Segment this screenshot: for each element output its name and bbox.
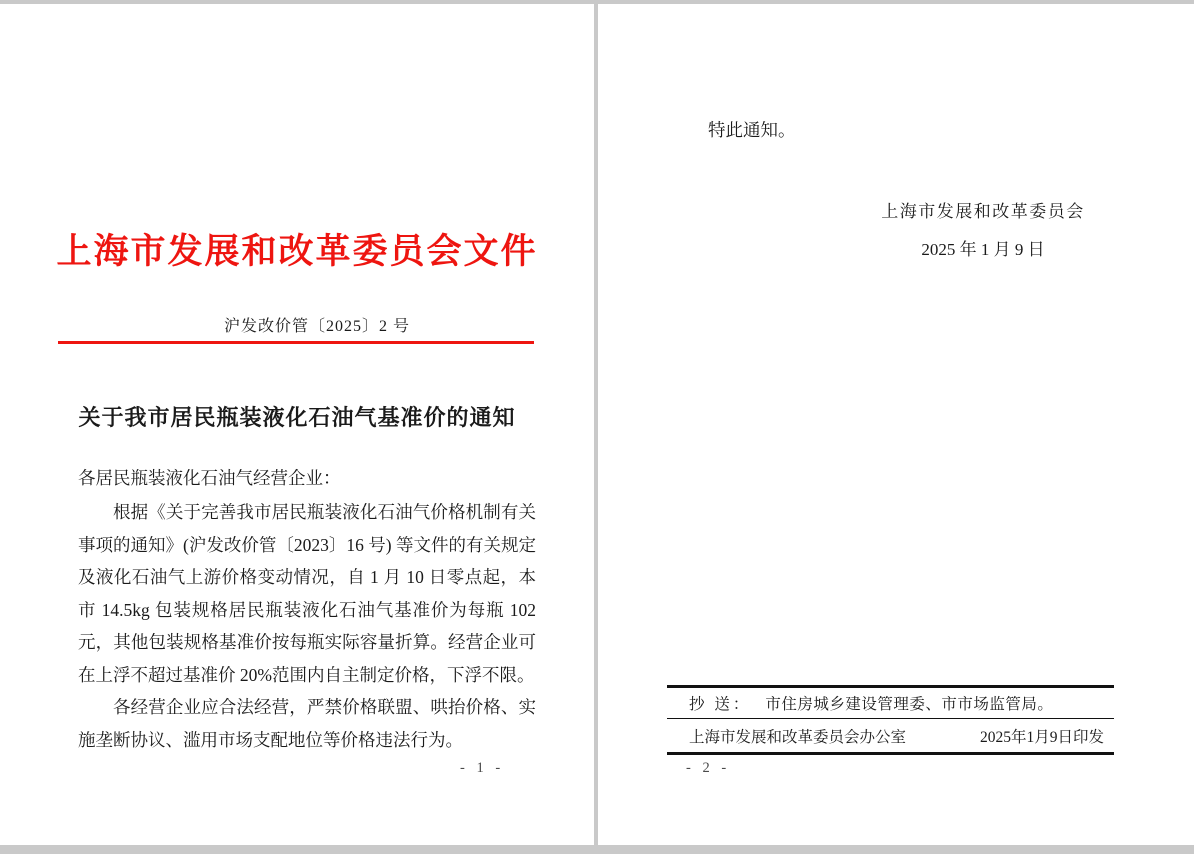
issuing-office: 上海市发展和改革委员会办公室: [689, 728, 907, 746]
signing-date: 2025 年 1 月 9 日: [921, 240, 1045, 259]
signature-block: [878, 197, 1088, 260]
closing-line: 特此通知。: [708, 120, 796, 140]
salutation-line: 各居民瓶装液化石油气经营企业：: [78, 468, 341, 488]
document-page-1: [0, 4, 594, 845]
cc-row: [667, 688, 1114, 719]
issuance-row: [667, 719, 1114, 752]
signing-agency-name: 上海市发展和改革委员会: [881, 202, 1085, 221]
document-page-2: [598, 4, 1194, 845]
body-paragraph-2: 各经营企业应合法经营，严禁价格联盟、哄抬价格、实施垄断协议、滥用市场支配地位等价格违法行为。: [78, 697, 536, 750]
body-paragraph-1: 根据《关于完善我市居民瓶装液化石油气价格机制有关事项的通知》(沪发改价管〔2023〕16 号) 等文件的有关规定及液化石油气上游价格变动情况，自 1 月 10 日零点起，本市 14.5kg 包装规格居民瓶装液化石油气基准价为每瓶 102 元，其他包装规格基准价按每瓶实际容量折算。经营企业可在上浮不超过基准价 20%范围内自主制定价格，下浮不限。: [78, 502, 536, 685]
agency-letterhead-title: 上海市发展和改革委员会文件: [56, 232, 538, 271]
notice-title: 关于我市居民瓶装液化石油气基准价的通知: [78, 405, 516, 430]
page-number-1: - 1 -: [460, 760, 505, 776]
document-number: 沪发改价管〔2025〕2 号: [223, 318, 410, 335]
cc-label: 抄 送：: [689, 696, 752, 713]
cc-recipients: 市住房城乡建设管理委、市市场监管局。: [765, 696, 1054, 713]
issue-date: 2025年1月9日印发: [979, 728, 1104, 746]
letterhead-divider-rule: [58, 341, 534, 344]
notice-body: [78, 496, 536, 756]
page-number-2: - 2 -: [686, 760, 731, 776]
cc-issuance-box: [667, 685, 1114, 755]
